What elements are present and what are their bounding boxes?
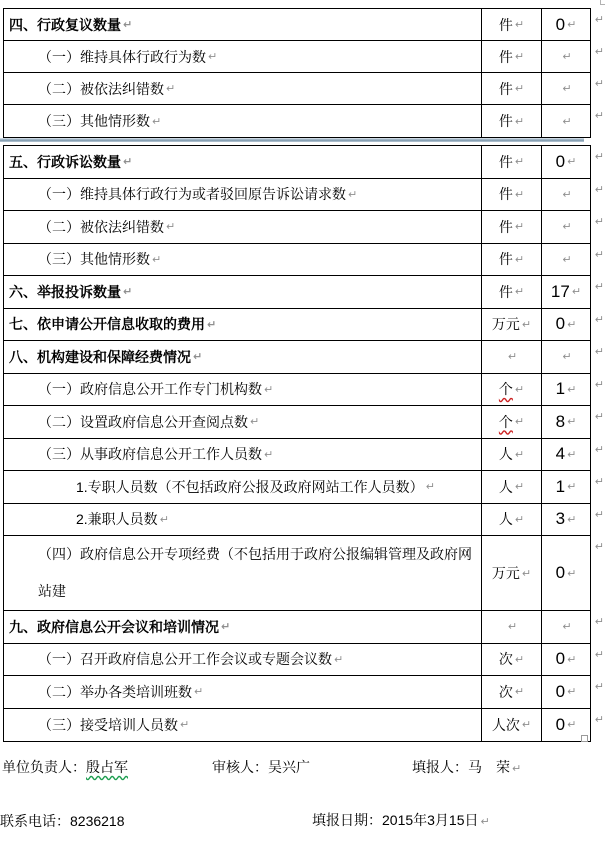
paragraph-mark-icon: ↵: [567, 155, 577, 169]
table-row: [4, 676, 604, 709]
row-value: 0: [555, 681, 566, 701]
row-end-mark-icon: ↵: [594, 280, 604, 293]
row-unit-cell: [481, 73, 541, 104]
row-value-cell[interactable]: [541, 211, 590, 243]
row-value: 0: [555, 649, 566, 669]
paragraph-mark-icon: ↵: [567, 382, 577, 396]
unit-label: 人: [498, 511, 513, 528]
row-label: （二）举办各类培训班数: [38, 683, 192, 700]
row-label: （一）召开政府信息公开工作会议或专题会议数: [38, 651, 332, 668]
paragraph-mark-icon: ↵: [567, 447, 577, 461]
row-value-cell[interactable]: [541, 374, 590, 406]
text-boundary-corner-icon: [600, 0, 605, 5]
row-label-cell: [4, 276, 481, 308]
row-end-mark-icon: ↵: [594, 77, 604, 90]
row-value: 3: [555, 509, 566, 529]
unit-label: 件: [498, 251, 513, 268]
responsible-name[interactable]: 殷占军: [86, 759, 128, 775]
paragraph-mark-icon: ↵: [514, 155, 525, 169]
row-label: （二）被依法纠错数: [38, 218, 164, 235]
row-label: 2.兼职人员数: [76, 511, 158, 528]
row-end-mark-icon: ↵: [594, 540, 604, 553]
row-unit-cell: [481, 276, 541, 308]
phone-number[interactable]: 8236218: [70, 813, 125, 829]
paragraph-mark-icon: ↵: [480, 815, 490, 828]
row-label-cell: [4, 471, 481, 503]
row-label-cell: [4, 146, 481, 178]
table-row: [4, 611, 604, 644]
reviewer-name[interactable]: 吴兴广: [268, 759, 310, 775]
row-value-cell[interactable]: [541, 471, 590, 503]
unit-label: 万元: [491, 565, 520, 581]
row-value: 0: [555, 314, 566, 334]
row-unit-cell: [481, 374, 541, 406]
row-label: （三）其他情形数: [38, 113, 150, 129]
row-label-cell: [4, 179, 481, 211]
table-row: [4, 439, 604, 472]
row-unit-cell: [481, 341, 541, 373]
filler-name[interactable]: 马 荣: [468, 759, 510, 775]
unit-label: 人次: [491, 716, 520, 733]
row-label-cell: [4, 709, 481, 742]
paragraph-mark-icon: ↵: [567, 652, 577, 666]
paragraph-mark-icon: ↵: [514, 447, 525, 461]
row-label: （二）被依法纠错数: [38, 80, 164, 97]
paragraph-mark-icon: ↵: [567, 566, 577, 580]
table-row: [4, 406, 604, 439]
reviewer-person: 审核人：吴兴广: [212, 759, 310, 775]
paragraph-mark-icon: ↵: [166, 82, 176, 95]
row-value-cell[interactable]: [541, 146, 590, 178]
row-label-cell: [4, 244, 481, 276]
row-end-mark-icon: ↵: [594, 150, 604, 163]
table-row: [4, 709, 604, 742]
row-end-mark-icon: ↵: [594, 45, 604, 58]
paragraph-mark-icon: ↵: [571, 285, 582, 299]
paragraph-mark-icon: ↵: [567, 718, 577, 732]
row-unit-cell: [481, 146, 541, 178]
paragraph-mark-icon: ↵: [207, 317, 217, 331]
table-row: [4, 644, 604, 677]
row-value: 0: [555, 151, 566, 171]
row-end-mark-icon: ↵: [594, 215, 604, 228]
row-value: 0: [555, 714, 566, 734]
row-unit-cell: [481, 676, 541, 708]
row-unit-cell: [481, 504, 541, 536]
paragraph-mark-icon: ↵: [514, 415, 525, 429]
unit-label: 次: [498, 683, 513, 700]
row-end-mark-icon: ↵: [594, 13, 604, 26]
paragraph-mark-icon: ↵: [514, 685, 525, 699]
row-label: （三）其他情形数: [38, 251, 150, 268]
table-row: [4, 374, 604, 407]
paragraph-mark-icon: ↵: [334, 652, 344, 666]
row-value: 1: [555, 476, 566, 496]
row-label-cell: [4, 504, 481, 536]
paragraph-mark-icon: ↵: [194, 685, 204, 699]
unit-label: 人: [498, 478, 513, 495]
paragraph-mark-icon: ↵: [562, 252, 572, 266]
row-label-cell: [4, 73, 481, 104]
paragraph-mark-icon: ↵: [123, 18, 133, 31]
paragraph-mark-icon: ↵: [264, 447, 274, 461]
paragraph-mark-icon: ↵: [507, 620, 518, 634]
unit-label: 件: [498, 186, 513, 203]
paragraph-mark-icon: ↵: [514, 187, 525, 201]
paragraph-mark-icon: ↵: [521, 317, 532, 331]
row-value: 4: [555, 444, 566, 464]
row-label-cell: [4, 341, 481, 373]
paragraph-mark-icon: ↵: [567, 317, 577, 331]
row-label: （二）设置政府信息公开查阅点数: [38, 413, 248, 430]
row-label: 九、政府信息公开会议和培训情况: [9, 618, 219, 635]
paragraph-mark-icon: ↵: [562, 114, 572, 128]
paragraph-mark-icon: ↵: [193, 350, 203, 364]
paragraph-mark-icon: ↵: [264, 382, 274, 396]
table-row: [4, 105, 604, 137]
row-label: （三）接受培训人员数: [38, 716, 178, 733]
table-row: [4, 146, 604, 179]
paragraph-mark-icon: ↵: [166, 220, 176, 234]
paragraph-mark-icon: ↵: [567, 685, 577, 699]
paragraph-mark-icon: ↵: [152, 252, 162, 266]
paragraph-mark-icon: ↵: [159, 512, 169, 526]
row-label-cell: [4, 439, 481, 471]
paragraph-mark-icon: ↵: [521, 566, 532, 580]
paragraph-mark-icon: ↵: [514, 652, 525, 666]
row-value: 1: [555, 379, 566, 399]
unit-label: 件: [498, 113, 513, 129]
row-unit-cell: [481, 439, 541, 471]
row-value-cell[interactable]: [541, 676, 590, 708]
row-end-mark-icon: ↵: [594, 442, 604, 456]
row-value: 8: [555, 411, 566, 431]
table-row: [4, 471, 604, 504]
paragraph-mark-icon: ↵: [521, 718, 532, 732]
row-end-mark-icon: ↵: [594, 647, 604, 661]
row-label-cell: [4, 41, 481, 72]
statistics-table-segment-b: [3, 145, 604, 742]
paragraph-mark-icon: ↵: [514, 480, 525, 494]
row-label-cell: [4, 211, 481, 243]
row-end-mark-icon: ↵: [594, 247, 604, 261]
paragraph-mark-icon: ↵: [250, 415, 260, 429]
paragraph-mark-icon: ↵: [123, 285, 133, 299]
paragraph-mark-icon: ↵: [514, 512, 525, 526]
row-label-cell: [4, 611, 481, 643]
row-end-mark-icon: ↵: [594, 377, 604, 391]
row-label-cell: [4, 406, 481, 438]
paragraph-mark-icon: ↵: [123, 155, 133, 169]
unit-label-spellcheck: 个: [498, 381, 513, 398]
row-unit-cell: [481, 536, 541, 610]
row-label: 四、行政复议数量: [9, 16, 121, 33]
row-label-cell: [4, 644, 481, 676]
row-value-cell[interactable]: [541, 611, 590, 643]
row-unit-cell: [481, 309, 541, 341]
unit-label: 件: [498, 48, 513, 65]
unit-label: 件: [498, 153, 513, 170]
paragraph-mark-icon: ↵: [567, 18, 577, 31]
paragraph-mark-icon: ↵: [567, 480, 577, 494]
table-row: [4, 309, 604, 342]
table-row: [4, 536, 604, 611]
row-label: （一）维持具体行政行为数: [38, 48, 206, 65]
row-end-mark-icon: ↵: [594, 410, 604, 423]
row-unit-cell: [481, 406, 541, 438]
date-value[interactable]: 2015年3月15日: [382, 812, 479, 828]
row-label-cell: [4, 374, 481, 406]
paragraph-mark-icon: ↵: [514, 18, 525, 31]
unit-label: 件: [498, 16, 513, 33]
row-label-cell: [4, 309, 481, 341]
paragraph-mark-icon: ↵: [425, 480, 435, 494]
row-value-cell[interactable]: [541, 439, 590, 471]
row-label: （四）政府信息公开专项经费（不包括用于政府公报编辑管理及政府网站建: [38, 546, 472, 599]
paragraph-mark-icon: ↵: [514, 382, 525, 396]
row-label: （一）维持具体行政行为或者驳回原告诉讼请求数: [38, 186, 346, 203]
table-row: [4, 244, 604, 277]
paragraph-mark-icon: ↵: [208, 50, 218, 63]
row-unit-cell: [481, 41, 541, 72]
paragraph-mark-icon: ↵: [348, 187, 358, 201]
row-end-mark-icon: ↵: [594, 312, 604, 326]
statistics-table-segment-a: [3, 8, 604, 138]
row-value-cell[interactable]: [541, 9, 590, 40]
row-value-cell[interactable]: [541, 644, 590, 676]
unit-label: 万元: [491, 316, 520, 333]
report-date: 填报日期：2015年3月15日 ↵: [312, 812, 490, 828]
unit-label: 件: [498, 283, 513, 300]
paragraph-mark-icon: ↵: [514, 50, 525, 63]
row-value-cell[interactable]: [541, 276, 590, 308]
unit-label: 次: [498, 651, 513, 668]
row-label: 1.专职人员数（不包括政府公报及政府网站工作人员数）: [76, 478, 424, 495]
table-row: [4, 504, 604, 537]
table-row: [4, 73, 604, 105]
paragraph-mark-icon: ↵: [562, 350, 572, 364]
paragraph-mark-icon: ↵: [562, 220, 572, 234]
contact-line: [0, 810, 605, 830]
paragraph-mark-icon: ↵: [152, 114, 162, 128]
row-unit-cell: [481, 244, 541, 276]
row-label-cell: [4, 9, 481, 40]
unit-label: 件: [498, 218, 513, 235]
paragraph-mark-icon: ↵: [562, 187, 572, 201]
table-resize-handle[interactable]: [581, 735, 588, 742]
row-value-cell[interactable]: [541, 504, 590, 536]
paragraph-mark-icon: ↵: [514, 114, 525, 128]
paragraph-mark-icon: ↵: [567, 512, 577, 526]
row-unit-cell: [481, 644, 541, 676]
spellcheck-squiggle: [125, 810, 187, 826]
row-unit-cell: [481, 105, 541, 137]
row-unit-cell: [481, 9, 541, 40]
table-row: [4, 341, 604, 374]
unit-label-spellcheck: 个: [498, 413, 513, 430]
paragraph-mark-icon: ↵: [562, 82, 572, 95]
table-row: [4, 211, 604, 244]
row-value-cell[interactable]: [541, 536, 590, 610]
row-unit-cell: [481, 179, 541, 211]
row-value-cell[interactable]: [541, 244, 590, 276]
unit-label: 人: [498, 446, 513, 463]
filler-person: 填报人：马 荣 ↵: [412, 759, 522, 775]
row-value-cell[interactable]: [541, 73, 590, 104]
paragraph-mark-icon: ↵: [512, 762, 522, 775]
responsible-person: 单位负责人：殷占军: [2, 759, 128, 775]
table-row: [4, 179, 604, 212]
paragraph-mark-icon: ↵: [514, 285, 525, 299]
row-value-cell[interactable]: [541, 105, 590, 137]
row-label-cell: [4, 536, 481, 610]
row-label: （一）政府信息公开工作专门机构数: [38, 381, 262, 398]
row-value-cell[interactable]: [541, 341, 590, 373]
row-label: 六、举报投诉数量: [9, 283, 121, 300]
page-break-divider: [0, 138, 584, 142]
row-value-cell[interactable]: [541, 309, 590, 341]
row-label-cell: [4, 676, 481, 708]
row-end-mark-icon: ↵: [594, 475, 604, 488]
row-unit-cell: [481, 211, 541, 243]
row-value-cell[interactable]: [541, 41, 590, 72]
table-row: [4, 9, 604, 41]
paragraph-mark-icon: ↵: [514, 252, 525, 266]
row-end-mark-icon: ↵: [594, 615, 604, 628]
row-label: 八、机构建设和保障经费情况: [9, 348, 191, 365]
row-unit-cell: [481, 709, 541, 742]
unit-label: 件: [498, 80, 513, 97]
paragraph-mark-icon: ↵: [180, 718, 190, 732]
row-end-mark-icon: ↵: [594, 507, 604, 521]
paragraph-mark-icon: ↵: [514, 82, 525, 95]
paragraph-mark-icon: ↵: [562, 50, 572, 63]
row-value: 0: [555, 563, 566, 582]
row-value: 0: [555, 14, 566, 34]
paragraph-mark-icon: ↵: [221, 620, 231, 634]
row-label: 七、依申请公开信息收取的费用: [9, 316, 205, 333]
row-label-cell: [4, 105, 481, 137]
row-value-cell[interactable]: [541, 406, 590, 438]
row-end-mark-icon: ↵: [594, 345, 604, 358]
table-row: [4, 276, 604, 309]
row-value-cell[interactable]: [541, 179, 590, 211]
paragraph-mark-icon: ↵: [514, 220, 525, 234]
row-end-mark-icon: ↵: [594, 109, 604, 122]
row-label: 五、行政诉讼数量: [9, 153, 121, 170]
contact-phone: 联系电话：8236218: [0, 810, 187, 831]
signature-line: [0, 757, 605, 777]
row-unit-cell: [481, 471, 541, 503]
row-label: （三）从事政府信息公开工作人员数: [38, 446, 262, 463]
row-end-mark-icon: ↵: [594, 712, 604, 726]
paragraph-mark-icon: ↵: [562, 620, 572, 634]
table-row: [4, 41, 604, 73]
row-unit-cell: [481, 611, 541, 643]
paragraph-mark-icon: ↵: [567, 415, 577, 429]
row-value: 17: [550, 281, 570, 301]
row-end-mark-icon: ↵: [594, 182, 604, 196]
paragraph-mark-icon: ↵: [507, 350, 518, 364]
row-end-mark-icon: ↵: [594, 680, 604, 693]
